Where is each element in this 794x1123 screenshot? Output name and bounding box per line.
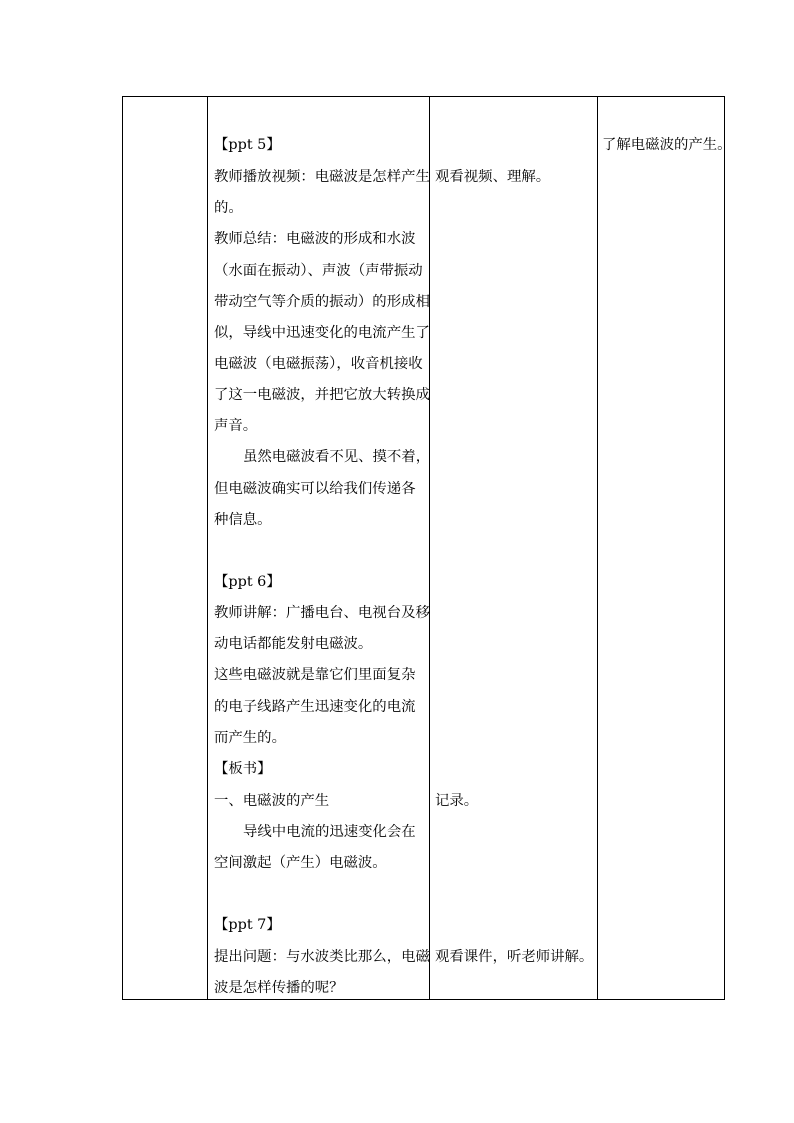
- ppt-7-heading: 【ppt 7】: [214, 917, 281, 933]
- student-line: 记录。: [435, 793, 479, 809]
- teacher-activity-cell: [208, 97, 429, 999]
- teacher-line: 似，导线中迅速变化的电流产生了: [214, 325, 430, 341]
- ppt-6-heading: 【ppt 6】: [214, 574, 281, 590]
- teacher-line: 电磁波（电磁振荡），收音机接收: [214, 356, 423, 372]
- teacher-line: 的电子线路产生迅速变化的电流: [214, 699, 416, 715]
- teacher-line: 这些电磁波就是靠它们里面复杂: [214, 667, 416, 683]
- intent-line: 了解电磁波的产生。: [602, 137, 732, 153]
- student-line: 观看视频、理解。: [435, 169, 551, 185]
- teacher-line: 虽然电磁波看不见、摸不着，: [243, 449, 431, 465]
- teacher-line: 空间激起（产生）电磁波。: [214, 855, 387, 871]
- teacher-line: 一、电磁波的产生: [214, 793, 330, 809]
- blackboard-heading: 【板书】: [214, 761, 272, 777]
- teacher-line: 的。: [214, 200, 243, 216]
- teacher-line: 带动空气等介质的振动）的形成相: [214, 294, 430, 310]
- teacher-line: 导线中电流的迅速变化会在: [243, 824, 416, 840]
- teacher-line: 波是怎样传播的呢？: [214, 980, 344, 996]
- stage-cell: [123, 97, 207, 999]
- teacher-line: 声音。: [214, 418, 258, 434]
- teacher-line: 动电话都能发射电磁波。: [214, 636, 373, 652]
- ppt-5-heading: 【ppt 5】: [214, 137, 281, 153]
- teacher-line: 但电磁波确实可以给我们传递各: [214, 481, 416, 497]
- student-activity-cell: [430, 97, 597, 999]
- teacher-line: 种信息。: [214, 512, 272, 528]
- design-intent-cell: [598, 97, 732, 999]
- lesson-plan-table: [122, 96, 732, 1000]
- teacher-line: 了这一电磁波，并把它放大转换成: [214, 387, 430, 403]
- student-line: 观看课件，听老师讲解。: [435, 949, 594, 965]
- teacher-line: 提出问题：与水波类比那么，电磁: [214, 949, 430, 965]
- teacher-line: 而产生的。: [214, 730, 286, 746]
- teacher-line: 教师总结：电磁波的形成和水波: [214, 231, 416, 247]
- teacher-line: （水面在振动）、声波（声带振动: [214, 263, 423, 279]
- teacher-line: 教师讲解：广播电台、电视台及移: [214, 605, 430, 621]
- teacher-line: 教师播放视频：电磁波是怎样产生: [214, 169, 430, 185]
